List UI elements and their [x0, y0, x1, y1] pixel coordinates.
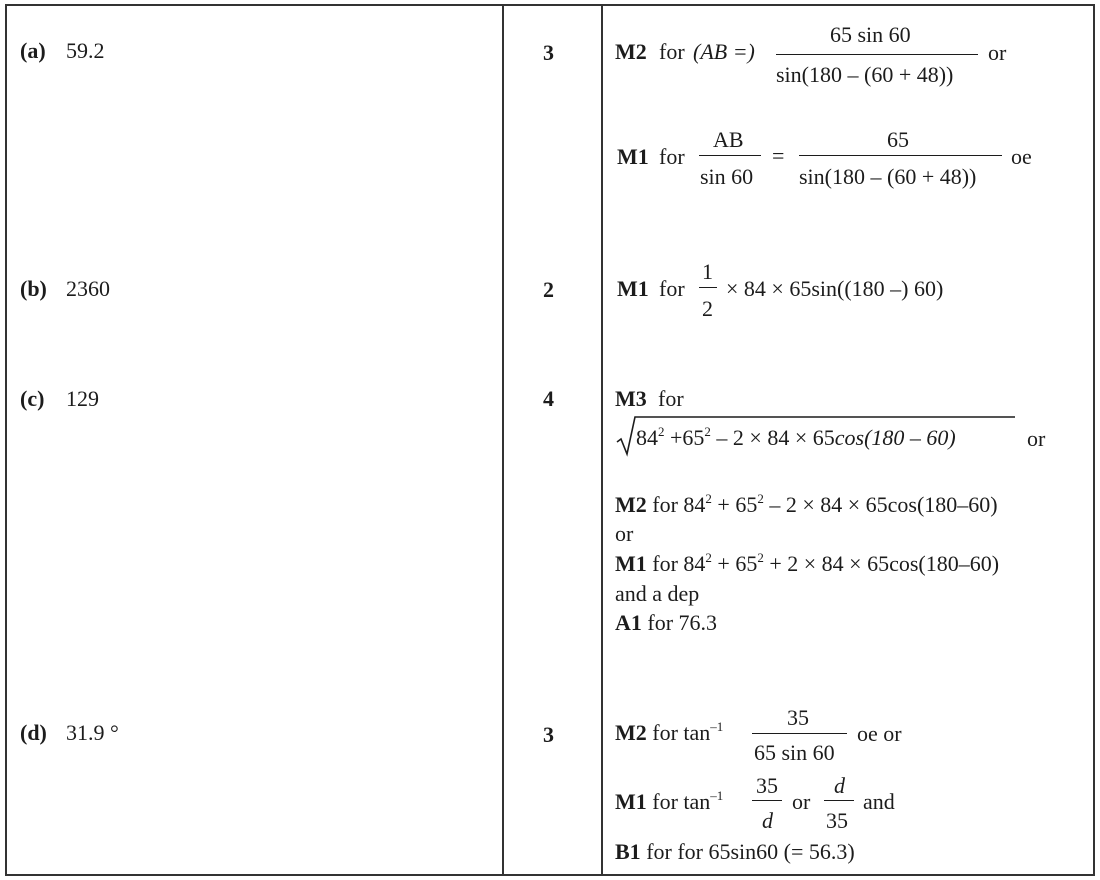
radicand-term: +65 [664, 425, 705, 450]
fraction-numerator: 35 [756, 773, 778, 798]
fraction-bar [799, 155, 1002, 156]
exponent: 2 [757, 491, 764, 506]
part-label-c: (c) [20, 386, 45, 411]
answer-d: 31.9 ° [66, 720, 119, 745]
method-line [615, 492, 998, 518]
fraction-numerator: 65 [887, 127, 909, 152]
fraction-bar [752, 800, 782, 801]
fraction-denominator: sin(180 – (60 + 48)) [799, 164, 977, 189]
method-text: + 2 × 84 × 65cos(180–60) [763, 551, 1000, 576]
marks-c: 4 [543, 386, 554, 411]
method-text: + 65 [711, 492, 758, 517]
square-root-radicand [636, 425, 956, 451]
method-text: for for 65sin60 (= 56.3) [646, 839, 855, 864]
column-divider-answer [502, 4, 504, 876]
exponent: 2 [705, 491, 712, 506]
fraction-bar [752, 733, 847, 734]
method-text: – 2 × 84 × 65cos(180–60) [763, 492, 998, 517]
marks-b: 2 [543, 277, 554, 302]
exponent: 2 [658, 424, 665, 439]
part-label-d: (d) [20, 720, 47, 745]
method-line [615, 610, 717, 636]
part-label-b: (b) [20, 276, 47, 301]
method-mark-label: M1 [615, 551, 647, 576]
method-mark-label: M1 [617, 144, 649, 169]
connector-text: or [792, 789, 811, 814]
fraction-denominator: 2 [702, 296, 713, 321]
answer-b: 2360 [66, 276, 110, 301]
radicand-term: cos(180 – 60) [834, 425, 956, 450]
method-mark-label: M3 [615, 386, 647, 411]
fraction-bar [776, 54, 978, 55]
fraction-denominator: 65 sin 60 [754, 740, 835, 765]
connector-text: oe or [857, 721, 902, 746]
fraction-denominator: sin(180 – (60 + 48)) [776, 62, 954, 87]
exponent: –1 [710, 788, 724, 803]
connector-text: or [615, 521, 634, 546]
fraction-bar [699, 155, 761, 156]
method-text: + 65 [711, 551, 758, 576]
method-mark-label: M2 [615, 39, 647, 64]
independent-mark-label: B1 [615, 839, 641, 864]
exponent: 2 [704, 424, 711, 439]
exponent: –1 [710, 719, 724, 734]
fraction-denominator: 35 [826, 808, 848, 833]
method-mark-label: M1 [617, 276, 649, 301]
for-text: for [659, 39, 685, 64]
connector-text: or [988, 40, 1007, 65]
method-text: for 84 [652, 492, 706, 517]
method-line [615, 551, 999, 577]
fraction-bar [824, 800, 854, 801]
marks-a: 3 [543, 40, 554, 65]
for-text: for [658, 386, 684, 411]
column-divider-marks [601, 4, 603, 876]
method-text: for tan [652, 789, 711, 814]
method-line [615, 839, 855, 865]
method-mark-label: M2 [615, 720, 647, 745]
method-text: for 76.3 [647, 610, 718, 635]
method-line [615, 720, 723, 746]
method-text: for tan [652, 720, 711, 745]
equals-sign: = [772, 143, 785, 168]
connector-text: oe [1011, 144, 1032, 169]
method-mark-label: M2 [615, 492, 647, 517]
fraction-numerator: 35 [787, 705, 809, 730]
for-text: for [659, 276, 685, 301]
fraction-numerator: d [834, 773, 845, 798]
accuracy-mark-label: A1 [615, 610, 642, 635]
fraction-bar [699, 287, 717, 288]
expression: × 84 × 65sin((180 –) 60) [726, 276, 944, 301]
fraction-numerator: AB [713, 127, 744, 152]
fraction-denominator: d [762, 808, 773, 833]
radicand-term: – 2 × 84 × 65 [710, 425, 835, 450]
answer-a: 59.2 [66, 38, 105, 63]
connector-text: and a dep [615, 581, 700, 606]
radicand-term: 84 [636, 425, 658, 450]
method-line [615, 789, 723, 815]
answer-c: 129 [66, 386, 99, 411]
for-text: for [659, 144, 685, 169]
fraction-numerator: 1 [702, 259, 713, 284]
method-text: for 84 [652, 551, 706, 576]
connector-text: or [1027, 426, 1046, 451]
method-mark-label: M1 [615, 789, 647, 814]
marks-d: 3 [543, 722, 554, 747]
exponent: 2 [705, 550, 712, 565]
lhs-expression: (AB =) [693, 39, 755, 64]
connector-text: and [863, 789, 895, 814]
fraction-denominator: sin 60 [700, 164, 754, 189]
part-label-a: (a) [20, 38, 46, 63]
exponent: 2 [757, 550, 764, 565]
fraction-numerator: 65 sin 60 [830, 22, 911, 47]
